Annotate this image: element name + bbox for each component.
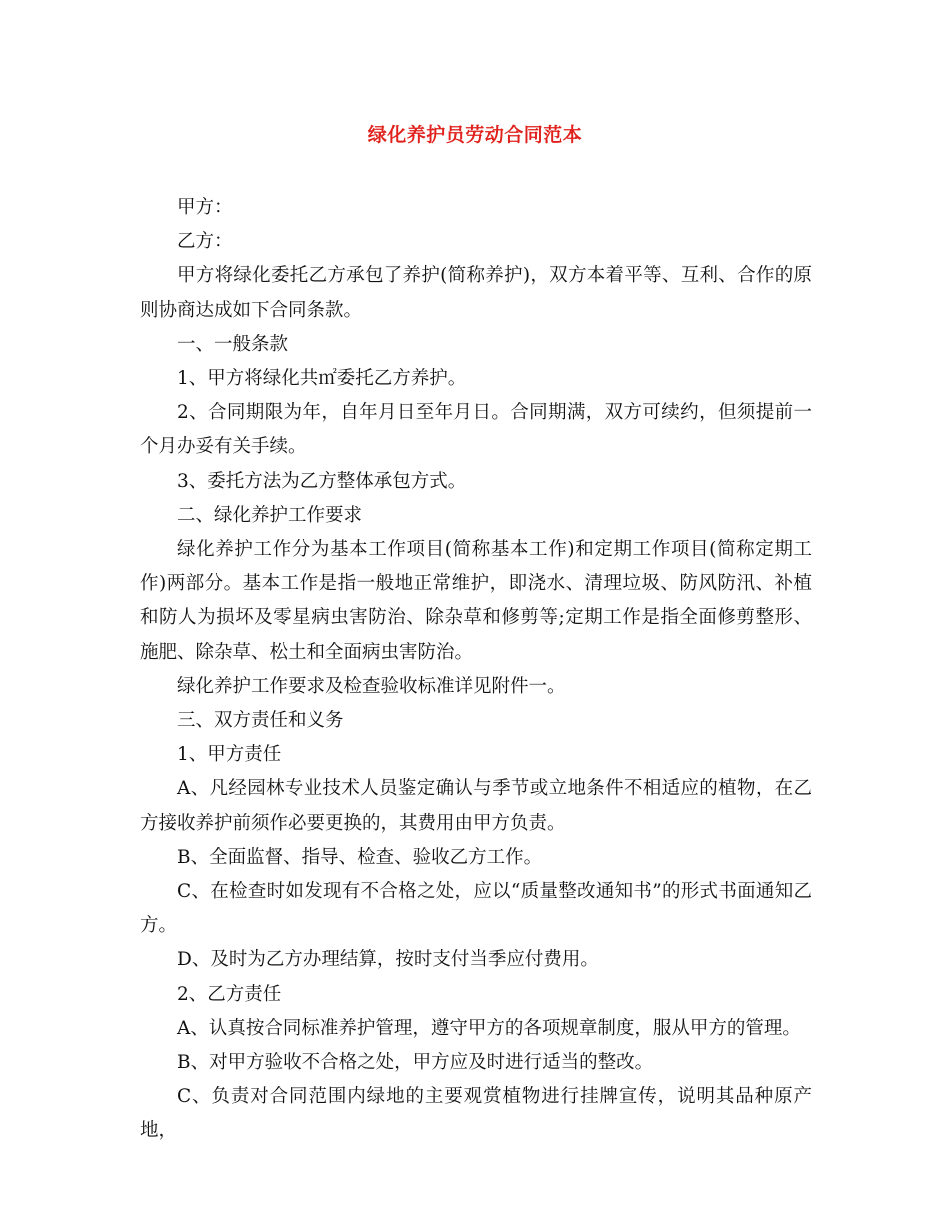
document-title: 绿化养护员劳动合同范本 <box>367 124 583 146</box>
party-a-item-a: A、凡经园林专业技术人员鉴定确认与季节或立地条件不相适应的植物，在乙方接收养护前须作必要更换的，其费用由甲方负责。 <box>140 778 812 834</box>
party-a-item-c: C、在检查时如发现有不合格之处，应以“质量整改通知书”的形式书面通知乙方。 <box>140 881 812 937</box>
clause-1-3: 3、委托方法为乙方整体承包方式。 <box>177 470 467 492</box>
section-heading-requirements: 二、绿化养护工作要求 <box>177 504 363 526</box>
section-heading-responsibilities: 三、双方责任和义务 <box>177 710 344 732</box>
party-b-line: 乙方： <box>177 231 233 253</box>
party-b-responsibility-heading: 2、乙方责任 <box>177 983 282 1005</box>
party-b-item-c: C、负责对合同范围内绿地的主要观赏植物进行挂牌宣传，说明其品种原产地， <box>140 1086 812 1142</box>
party-b-item-a: A、认真按合同标准养护管理，遵守甲方的各项规章制度，服从甲方的管理。 <box>177 1017 801 1039</box>
party-a-line: 甲方： <box>177 197 233 218</box>
party-a-item-b: B、全面监督、指导、检查、验收乙方工作。 <box>177 846 543 868</box>
clause-1-1: 1、甲方将绿化共㎡委托乙方养护。 <box>177 368 467 390</box>
party-b-item-b: B、对甲方验收不合格之处，甲方应及时进行适当的整改。 <box>177 1052 654 1074</box>
party-a-item-d: D、及时为乙方办理结算，按时支付当季应付费用。 <box>177 949 599 971</box>
clause-1-2: 2、合同期限为年，自年月日至年月日。合同期满，双方可续约，但须提前一个月办妥有关手续。 <box>140 402 812 458</box>
party-a-responsibility-heading: 1、甲方责任 <box>177 744 282 766</box>
document-body <box>140 191 812 1149</box>
section-heading-general: 一、一般条款 <box>177 333 289 355</box>
requirements-paragraph: 绿化养护工作分为基本工作项目(简称基本工作)和定期工作项目(简称定期工作)两部分。基本工作是指一般地正常维护，即浇水、清理垃圾、防风防汛、补植和防人为损坏及零星病虫害防治、除杂草和修剪等;定期工作是指全面修剪整形、施肥、除杂草、松土和全面病虫害防治。 <box>140 539 812 663</box>
preamble-paragraph: 甲方将绿化委托乙方承包了养护(简称养护)，双方本着平等、互利、合作的原则协商达成如下合同条款。 <box>140 265 812 321</box>
requirements-reference: 绿化养护工作要求及检查验收标准详见附件一。 <box>177 675 566 697</box>
